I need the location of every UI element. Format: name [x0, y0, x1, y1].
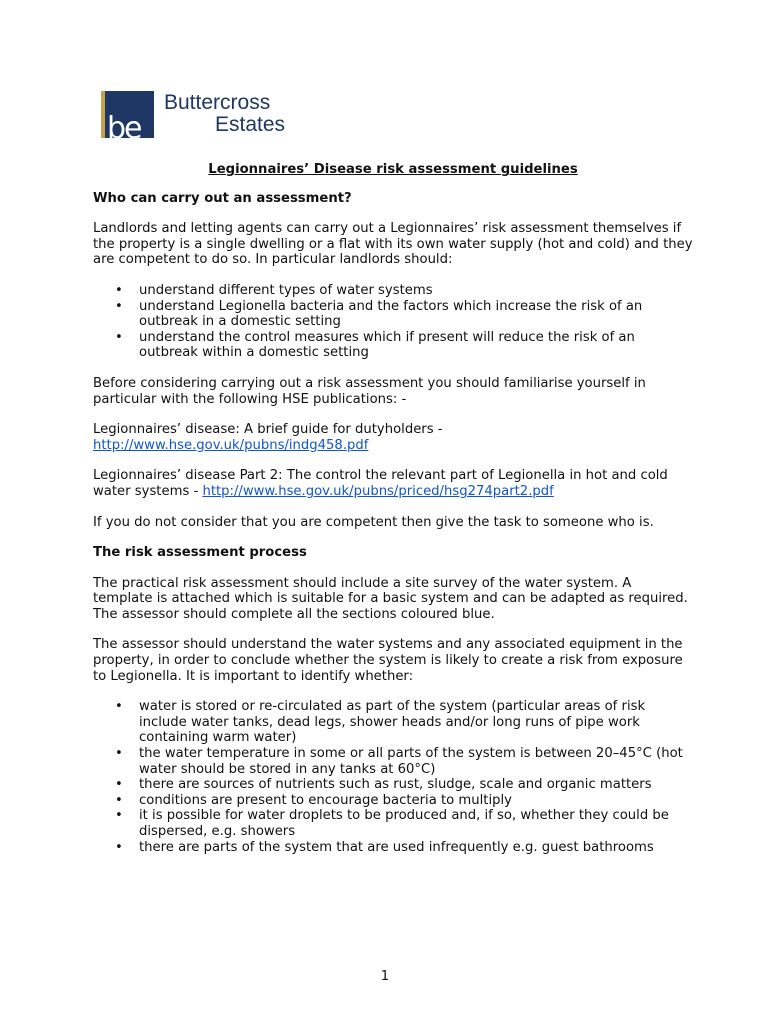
publication-2-text: Legionnaires’ disease Part 2: The control the relevant part of Legionella in hot and cold water systems - [93, 468, 668, 499]
intro-paragraph: Landlords and letting agents can carry out a Legionnaires’ risk assessment themselves if the property is a single dwelling or a flat with its own water supply (hot and cold) and they are competent to do so. In particular landlords should: [93, 221, 693, 268]
document-body [93, 162, 693, 870]
logo-name-line1: Buttercross [164, 91, 271, 114]
company-logo [101, 91, 285, 138]
list-item: • water is stored or re-circulated as part of the system (particular areas of risk include water tanks, dead legs, shower heads and/or long runs of pipe work containing warm water) [93, 699, 693, 746]
logo-accent-bar [101, 91, 105, 138]
list-item: • understand the control measures which if present will reduce the risk of an outbreak within a domestic setting [93, 330, 693, 361]
logo-wordmark [164, 92, 285, 136]
list-item: • it is possible for water droplets to be produced and, if so, whether they could be dispersed, e.g. showers [93, 808, 693, 839]
publication-2-link[interactable]: http://www.hse.gov.uk/pubns/priced/hsg274part2.pdf [202, 483, 554, 499]
section-heading-who: Who can carry out an assessment? [93, 190, 352, 206]
logo-name-line2: Estates [215, 113, 286, 136]
list-item: • the water temperature in some or all parts of the system is between 20–45°C (hot water should be stored in any tanks at 60°C) [93, 746, 693, 777]
section-heading-process: The risk assessment process [93, 545, 307, 561]
competence-paragraph: If you do not consider that you are competent then give the task to someone who is. [93, 514, 654, 530]
document-title: Legionnaires’ Disease risk assessment guidelines [208, 162, 578, 177]
landlord-requirements-list [93, 283, 693, 361]
list-item: • understand different types of water systems [93, 283, 693, 299]
logo-mark-letters: be [107, 111, 141, 138]
list-item: • there are sources of nutrients such as rust, sludge, scale and organic matters [93, 777, 693, 793]
publication-1-text: Legionnaires’ disease: A brief guide for dutyholders - [93, 422, 443, 438]
page-number: 1 [380, 969, 390, 984]
list-item: • conditions are present to encourage bacteria to multiply [93, 793, 693, 809]
list-item: • understand Legionella bacteria and the factors which increase the risk of an outbreak in a domestic setting [93, 299, 693, 330]
risk-factors-list [93, 699, 693, 855]
publication-1-link[interactable]: http://www.hse.gov.uk/pubns/indg458.pdf [93, 437, 369, 453]
process-paragraph-2: The assessor should understand the water systems and any associated equipment in the property, in order to conclude whether the system is likely to create a risk from exposure to Legionella. It is important to identify whether: [93, 637, 683, 684]
hse-publications-paragraph: Before considering carrying out a risk assessment you should familiarise yourself in particular with the following HSE publications: - [93, 375, 646, 407]
list-item: • there are parts of the system that are used infrequently e.g. guest bathrooms [93, 840, 693, 856]
publication-1 [93, 422, 693, 453]
process-paragraph-1: The practical risk assessment should include a site survey of the water system. A template is attached which is suitable for a basic system and can be adapted as required. The assessor should complete all the sections coloured blue. [93, 575, 688, 622]
publication-2 [93, 468, 693, 499]
logo-mark [101, 91, 154, 138]
